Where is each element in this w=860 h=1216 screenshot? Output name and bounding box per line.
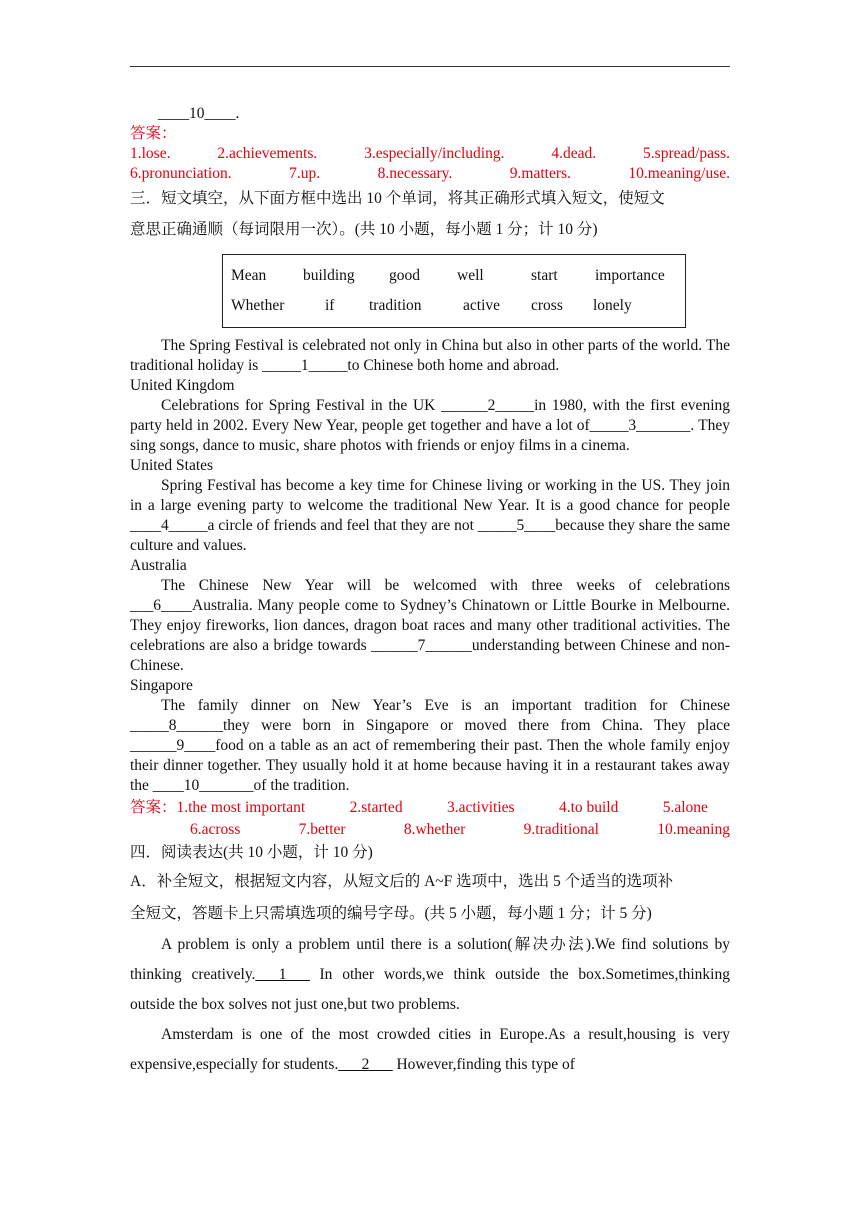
word-option: importance [595,267,665,284]
australia-paragraph: The Chinese New Year will be welcomed with three weeks of celebrations ___6____Australia. Many people come to Sydney’s Chinatown or Little Bourke in Melbourne. They enjoy fireworks, lion dances, dragon boat races and many other traditional activities. The celebrations are also a bridge towards ______7______understanding between Chinese and non-Chinese. [130,577,730,674]
word-box-row1 [223,261,685,291]
answer-item: 5.spread/pass. [643,145,730,162]
answers-part2-row1 [130,144,730,164]
word-option: good [389,267,420,284]
answers-part3-row1 [130,798,730,818]
answer-item: 6.across [190,821,241,838]
word-option: building [303,267,355,284]
section3-title-line1: 三．短文填空，从下面方框中选出 10 个单词，将其正确形式填入短文，使短文 [130,190,665,207]
answer-item: 答案：1.the most important [130,799,306,816]
answer-item: 3.activities [446,799,515,816]
answer-item: 8.whether [403,821,466,838]
singapore-paragraph: The family dinner on New Year’s Eve is an important tradition for Chinese _____8______they were born in Singapore or moved there from China. They place ______9____food on a table as an act of remembering their past. Then the whole family enjoy their dinner together. They usually hold it at home because having it in a restaurant takes away the ____10_______of the tradition. [130,697,730,794]
answer-item: 9.matters. [509,165,571,182]
answer-item: 10.meaning [657,821,730,838]
answer-blank-1[interactable]: ___1___ [255,966,310,983]
us-paragraph: Spring Festival has become a key time for Chinese living or working in the US. They join in a large evening party to welcome the traditional New Year. It is a good chance for people ____4_____a circle of friends and feel that they are not _____5____because they share the same culture and values. [130,477,730,554]
prev-question-tail: ____10____. [158,105,240,122]
word-box [222,254,686,328]
answer-item: 7.up. [289,165,321,182]
word-option: active [463,297,501,314]
word-option: lonely [593,297,632,314]
us-heading: United States [130,457,214,474]
answer-item: 8.necessary. [377,165,453,182]
word-box-row2 [223,291,685,321]
word-option: well [457,267,484,284]
document-page [130,104,730,1080]
answer-item: 3.especially/including. [364,145,505,162]
uk-paragraph: Celebrations for Spring Festival in the UK ______2_____in 1980, with the first evening party held in 2002. Every New Year, people get together and have a lot of_____3_______. They sing songs, dance to music, share photos with friends or enjoy films in a cinema. [130,397,730,454]
answer-blank-2[interactable]: ___2___ [338,1056,393,1073]
word-option: start [531,267,558,284]
answer-item: 7.better [298,821,346,838]
answer-item: 6.pronunciation. [130,165,232,182]
answer-item: 5.alone [662,799,708,816]
section4-partA-line1: A．补全短文，根据短文内容，从短文后的 A~F 选项中，选出 5 个适当的选项补 [130,873,674,890]
answer-item: 4.dead. [551,145,597,162]
uk-heading: United Kingdom [130,377,235,394]
answers-part2-row2 [130,164,730,184]
header-rule [130,66,730,67]
section3-title-line2: 意思正确通顺（每词限用一次）。(共 10 小题，每小题 1 分；计 10 分) [130,221,598,238]
section4-title: 四．阅读表达(共 10 小题，计 10 分) [130,844,373,861]
australia-heading: Australia [130,557,187,574]
word-option: cross [531,297,563,314]
word-option: Mean [231,267,267,284]
answer-label: 答案： [130,125,177,142]
word-option: if [325,297,335,314]
word-option: Whether [231,297,285,314]
answer-item: 4.to build [558,799,619,816]
intro-paragraph: The Spring Festival is celebrated not only in China but also in other parts of the world. The traditional holiday is _____1_____to Chinese both home and abroad. [130,337,730,374]
section4-partA-line2: 全短文，答题卡上只需填选项的编号字母。(共 5 小题，每小题 1 分；计 5 分) [130,905,652,922]
word-option: tradition [369,297,422,314]
answers-part3-row2 [130,820,730,840]
answer-item: 9.traditional [523,821,599,838]
answer-item: 1.lose. [130,145,171,162]
answer-item: 2.achievements. [217,145,318,162]
answer-item: 10.meaning/use. [628,165,730,182]
singapore-heading: Singapore [130,677,193,694]
answer-item: 2.started [349,799,403,816]
reading-paragraph-2: Amsterdam is one of the most crowded cities in Europe.As a result,housing is very expensive,especially for students.___2___ However,finding this type of [130,1026,730,1073]
reading-paragraph-1: A problem is only a problem until there is a solution(解决办法).We find solutions by thinking creatively.___1___ In other words,we think outside the box.Sometimes,thinking outside the box solves not just one,but two problems. [130,936,730,1013]
